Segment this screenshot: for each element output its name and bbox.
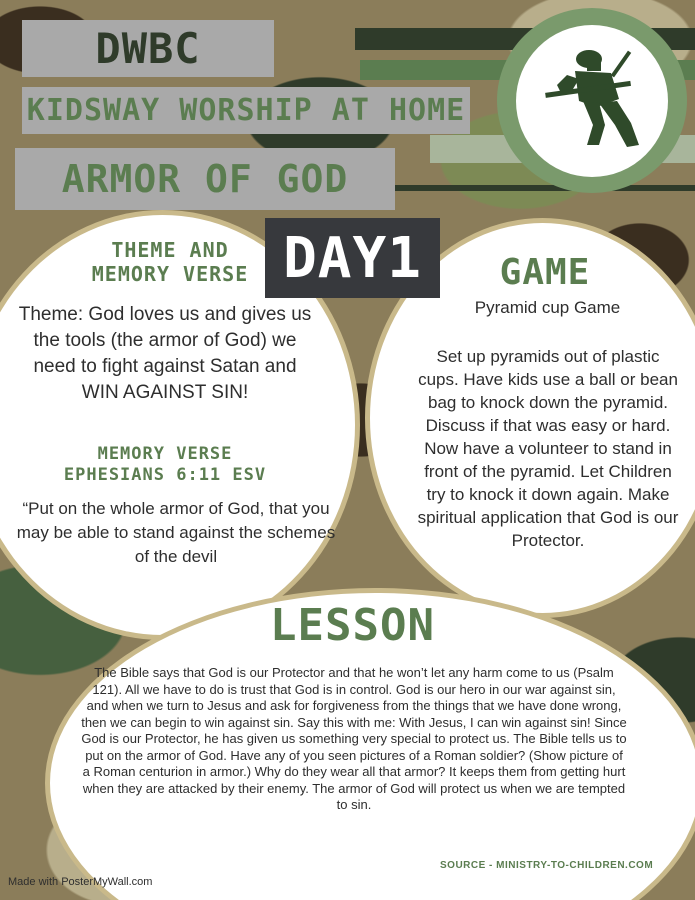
- org-title: DWBC: [95, 24, 201, 73]
- program-banner: [22, 87, 470, 134]
- made-with-credit: Made with PosterMyWall.com: [8, 876, 153, 888]
- day-label: DAY1: [283, 225, 422, 291]
- lesson-text: The Bible says that God is our Protector and that he won’t let any harm come to us (Psalm 121). All we have to do is trust that God is in control. God is our hero in our war against sin, and when we turn to Jesus and ask for forgiveness from the things that we have done wrong, then we can begin to win against sin. Say this with me: With Jesus, I can win against sin! Since God is our Protector, he has given us something very special to protect us. The Bible tells us to put on the armor of God. Have any of you seen pictures of a Roman soldier? (Show picture of a Roman centurion in armor.) Why do they wear all that armor? It keeps them from getting hurt when they are attacked by their enemy. The armor of God will protect us when we are tempted to sin.: [81, 665, 627, 812]
- decorative-stripe: [380, 185, 695, 191]
- lesson-heading: LESSON: [270, 600, 435, 651]
- theme-heading: [70, 238, 270, 286]
- soldier-badge: [497, 8, 687, 193]
- game-subtitle: Pyramid cup Game: [474, 298, 621, 317]
- memory-verse-text: “Put on the whole armor of God, that you may be able to stand against the schemes of the devil: [16, 499, 336, 566]
- source-credit: SOURCE - MINISTRY-TO-CHILDREN.COM: [440, 860, 654, 871]
- program-title: KIDSWAY WORSHIP AT HOME: [26, 93, 466, 128]
- org-banner: [22, 20, 274, 77]
- theme-heading-line1: THEME AND: [111, 238, 229, 262]
- series-title: ARMOR OF GOD: [61, 157, 349, 201]
- memory-verse-heading: [55, 444, 275, 486]
- badge-inner: [516, 25, 668, 177]
- theme-heading-line2: MEMORY VERSE: [91, 262, 249, 286]
- memory-verse-heading-line1: MEMORY VERSE: [97, 444, 233, 464]
- game-instructions: Set up pyramids out of plastic cups. Have kids use a ball or bean bag to knock down the pyramid. Discuss if that was easy or hard. Now have a volunteer to stand in front of the pyramid. Let Children try to knock it down again. Make spiritual application that God is our Protector.: [417, 347, 679, 550]
- game-heading: GAME: [499, 252, 591, 293]
- soldier-silhouette-icon: [527, 41, 657, 161]
- series-banner: [15, 148, 395, 210]
- theme-text: Theme: God loves us and gives us the tools (the armor of God) we need to fight against Satan and WIN AGAINST SIN!: [18, 304, 312, 403]
- day-box: [265, 218, 440, 298]
- memory-verse-reference: EPHESIANS 6:11 ESV: [63, 465, 267, 485]
